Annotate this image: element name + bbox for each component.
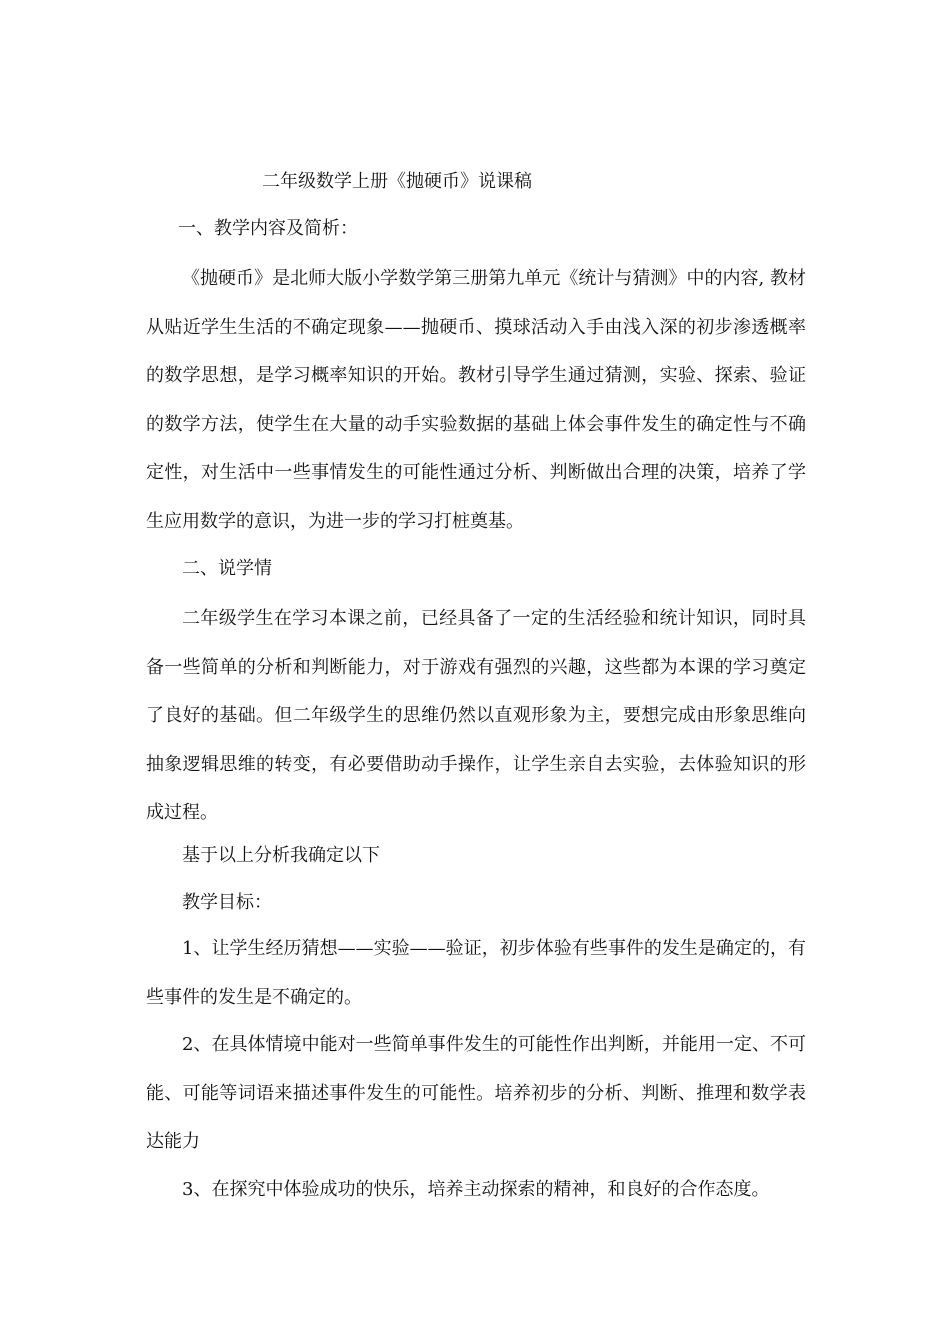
goals-heading: 教学目标： xyxy=(182,892,272,913)
goal-2: 2、在具体情境中能对一些简单事件发生的可能性作出判断，并能用一定、不可能、可能等词语来描述事件发生的可能性。培养初步的分析、判断、推理和数学表达能力 xyxy=(146,1034,806,1152)
goal-1: 1、让学生经历猜想——实验——验证，初步体验有些事件的发生是确定的，有些事件的发生是不确定的。 xyxy=(146,938,806,1008)
document-title: 二年级数学上册《抛硬币》说课稿 xyxy=(262,171,532,192)
basis-line: 基于以上分析我确定以下 xyxy=(182,845,380,866)
section1-heading: 一、教学内容及简析： xyxy=(178,218,358,239)
goal-3: 3、在探究中体验成功的快乐，培养主动探索的精神，和良好的合作态度。 xyxy=(182,1179,770,1200)
section2-paragraph: 二年级学生在学习本课之前，已经具备了一定的生活经验和统计知识，同时具备一些简单的分析和判断能力，对于游戏有强烈的兴趣，这些都为本课的学习奠定了良好的基础。但二年级学生的思维仍然以直观形象为主，要想完成由形象思维向抽象逻辑思维的转变，有必要借助动手操作，让学生亲自去实验，去体验知识的形成过程。 xyxy=(146,608,806,823)
section1-paragraph: 《抛硬币》是北师大版小学数学第三册第九单元《统计与猜测》中的内容, 教材从贴近学生生活的不确定现象——抛硬币、摸球活动入手由浅入深的初步渗透概率的数学思想，是学习概率知识的开始。教材引导学生通过猜测，实验、探索、验证的数学方法，使学生在大量的动手实验数据的基础上体会事件发生的确定性与不确定性，对生活中一些事情发生的可能性通过分析、判断做出合理的决策，培养了学生应用数学的意识，为进一步的学习打桩奠基。 xyxy=(146,268,806,532)
section2-heading: 二、说学情 xyxy=(182,558,272,579)
